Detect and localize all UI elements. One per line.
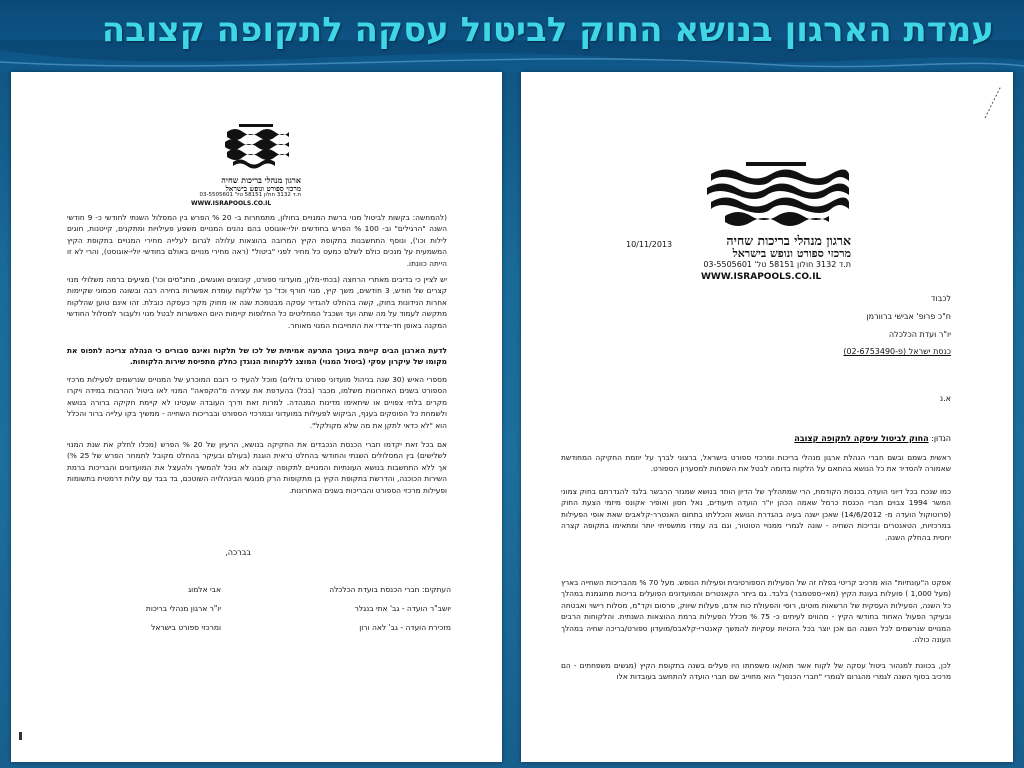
slide-title: עמדת הארגון בנושא החוק לביטול עסקה לתקופה קצובה bbox=[101, 10, 994, 50]
left-margin-mark bbox=[19, 732, 22, 740]
left-paragraph-4: מספרי האיש (30 שנה בניהול מועדוני ספורט גדולים) מוכל להעיד כי רובם המוכרע של המנויים שנרשמים לפעילות מרכזי הספורט בשנים האחרונות משלמו, מכבר (בכל) בהעדפת את עצירה מ"הקפאה" המנוי לאו ביטול ההרבות במידה ויקרו מקרים בלתי צפויים או שיתאימו מדינות המנהדה. למרות זאת ודרך העובדה שעטינו לא קיימת חקיקה ברורה בנושא ולשמחת כל הפוסקים בענף, הביקוש לפעילות במועדוני ובמרכזי הספורט ובבריכות השחייה - ממשיך בקו עלייה ברור והכלל הוא "לא כדאי לתקן את מה שלא מקולקל". bbox=[67, 375, 447, 430]
left-cc-block bbox=[271, 585, 451, 633]
staple-mark-icon bbox=[981, 82, 1005, 122]
waves-logo-icon bbox=[701, 160, 851, 232]
left-cc-line2: מזכירת הועדה - גב' לאה ורון bbox=[359, 623, 451, 633]
left-signer-name: אבי אלמוג bbox=[188, 585, 221, 594]
right-subject-line bbox=[681, 434, 951, 443]
right-recipient-block bbox=[821, 294, 951, 358]
left-signer-role2: ומרכזי ספורט בישראל bbox=[151, 623, 221, 633]
left-org-name-line2: מרכזי ספורט ונופש בישראל bbox=[225, 183, 301, 193]
right-org-website: WWW.ISRAPOOLS.CO.IL bbox=[701, 271, 822, 282]
right-org-name-line1: ארגון מנהלי בריכות שחיה bbox=[726, 233, 851, 248]
left-org-address: ת.ד 3132 חולון 58151 טל' 03-5505601 bbox=[199, 192, 301, 199]
right-greeting: א.נ bbox=[939, 394, 951, 403]
left-cc-heading: העתקים: חברי הכנסת בועדת הכלכלה bbox=[329, 585, 451, 594]
left-signer-role1: יו"ר ארגון מנהלי בריכות bbox=[145, 604, 221, 614]
right-paragraph-3: אפקט ה"עונתיות" הוא מרכיב קריטי בפלח זה של הפעילות הספורטיבית ופעילות הנופש. מעל 70 % מהבריכות השחייה בארץ (מעל 1,000 ) פועלות בעונת הקיץ (מאי-ספטמבר) בלבד. גם ביתר הקאנטרים והמועדונים הפועלים בריכות מתוגמנת במהלך כל השנה, הפעילות העסקית של הרשאות מוטים, רוסי והפעולת כוח אדם, פעלות שיווק, פרסום וקד"מ, מסלות רישוי ואבטחה ובעיקר הפעול האחוד בחודשי הקיץ - מהווים לעיתים כ- 75 % מכלל הפעילות ברמת ההוצאות השנתית. והלקוחות הרבים המנויים שנרשמים לכל השנה הם אכן יוצר בכל הזכויות עסקיות להמשך קאנטרי-קלאבס/מועדון ספורט/בריכה שחיה במהלך העונה כולה. bbox=[561, 578, 952, 645]
right-letter-page bbox=[521, 72, 1013, 762]
left-cc-line1: יושב"ר הועדה - גב' אתי בנגלר bbox=[354, 604, 451, 614]
right-paragraph-1: ראשית בשמם ובשם חברי הנהלת ארגון מנהלי בריכות ומרכזי ספורט בישראל, ברצוני לברך על יוזמת החקיקה המחודשת שאמורה להסדיר את כל הנושא בהתאם על הלקוח בדומה לבטל את השפחות למסערון הספורט. bbox=[561, 453, 951, 474]
right-paragraph-4: לכן, בכוונת למנהור ביטול עסקה של לקוח אשר תוא/או משפחתו היו פעלים בשנה בתקופת הקיץ (מגשים משפחתים - הם מרכיב בסוף השנה לגמרי מהגרום לגומרי "חברי הכנסך" הוא מחוייב שם חברי הועדה להתחשב בעובדות אלו bbox=[561, 661, 951, 682]
right-salutation: לכבוד bbox=[931, 294, 951, 303]
left-paragraph-3: לדעת הארגון הבים קיימת בעוכך התרעה אמיתית של לכו של תלקוח ואינם סבורים כי הנהלה צריכה לתפוס את מקומו של עיקרון עסקי (ביטול המנוי) המוצג ללקוחות הנוגדן כחלק מתפיסת שירות הלקוחות. bbox=[67, 346, 447, 367]
right-recipient-address: כנסת ישראל (פ-02-6753490) bbox=[843, 347, 951, 357]
right-org-address: ת.ד 3132 חולון 58151 טל' 03-5505601 bbox=[703, 259, 851, 269]
right-subject-prefix: הנדון: bbox=[931, 434, 951, 443]
right-recipient-title: יו"ר ועדת הכלכלה bbox=[888, 329, 951, 339]
left-paragraph-5: אם בכל זאת יקדמו חברי הכנסת הנכבדים את החקיקה בנושא, הרעיון של 20 % הפרש (מכלו לחלק את שנת המנוי לשלישים) בין המסלולים השנתי והחודשי בהחלט נראית הוגנת (בעולם ובעיקר בהחלט מקובל לתמחר הפרש של 25 %) אך ללא התחשבות בנושא העונתיות והמנויים לתקופה קצובה לא נוכל להמשיך ולהעצל את המועדונים והבריכות ברמת השירות הכוכנה, והדרשת בתקופת הקיץ בן מתקופות הרק מנוגשי הבינהלויה השוטכם, בד בבד עם עלות דרמטית בתשומות ופעילות מרכזי הספורט והבריכות בשנים האחרונות. bbox=[67, 440, 447, 495]
right-recipient-name: ח"כ פרופ' אבישי ברוורמן bbox=[866, 311, 951, 321]
left-org-name-line1: ארגון מנהלי בריכות שחיה bbox=[221, 175, 301, 185]
left-signature-block bbox=[111, 585, 221, 633]
left-letter-page bbox=[11, 72, 502, 762]
right-org-name-line2: מרכזי ספורט ונופש בישראל bbox=[732, 246, 851, 260]
left-paragraph-1: (להמחשה: בקשות לביטול מנוי ברשת המנויים בחולון, מתמחרות ב- 20 % הפרש בין המסלול השנתי לחודשי כ- 9 חודשי השנה "הרגילים" וב- 100 % הפרש בחודשים יולי-אוגוסט בהם נהנים המנויים משפע פעילויות ומתקנים, קייטנות, חוגים לילות וכו'), ונוסף התחשבנות בתקופת הקיץ המרובה בהוצאות עלולה לגרום לעלייה מחירי המנויים בתקופת הקיץ המשמעית על מנכים כולם לשלם כמעט כל מחיר לפני "ביטול" (ראה מחירי מנויים באולם בחודשי יולי-אוגוסט), והרי לא זו הייתה כוונתו. bbox=[67, 213, 447, 268]
left-paragraph-2: יש לציין כי בדיבים מאתרי הרחצה (בכתי-מלון, מועדוני ספורט, קיבוצים ואוגשים, מתנ"סים וכו') מציעים ברמה משלולי מנוי קצרים של חודש, 3 חודשים, משך קיץ, מנוי חורף וכד' כך שללקוח עומדת אפשרות בחירה רבה ובשונה מכמוני שקיימות אחרות הנידונות בחוק, קשה בהחלט להגדיר עסקה מבטמכת שנה או מחוק מקר כעסקה כובלת. זהו אינם טוען שהלקוח מתקשה לעמוד על מה שתה ועד ושכבל המחליטים כל החלופות קיימות היום האפשרות לבטל מנוי ולעבור למסלול החודשי המקנה באופן חד-צדדי את התחייבות המנוי מאוחר. bbox=[67, 275, 447, 330]
right-subject: החוק לביטול עיסקה לתקופה קצובה bbox=[794, 434, 929, 443]
left-org-website: WWW.ISRAPOOLS.CO.IL bbox=[191, 199, 272, 207]
left-closing: בברכה, bbox=[225, 548, 251, 557]
waves-logo-icon bbox=[221, 122, 291, 174]
right-date: 10/11/2013 bbox=[626, 240, 673, 249]
right-paragraph-2: כמו שנכח בכל דיוני הועדה בכנסת הקודמת, הרי שמתהליך של הדיון הוחד בנושא שמגזר הרבשר בלגד להגדרתם בחוק צמוני המשר 1994 צבוים חברי הכנסת כרמל שאמה הכהן יו"ר הועדה תיעודים, נאל חסון ואופיר אקונס מיזמי הצעת החוק (פרוטוקול הועדה מ- 14/6/2012) שאכן ישנה בעיה בהגדרת הנושא והכללתו בתחום האנטרר-קלאבים שאת אופי הפעילות במרכזיות, הטאנטרים ובריכות השחיה - שונה לגמרי ממנויי הטוטור, וגם בה עמדו מתשפיתי יותר ומתאימו בתקופה קצרה יחסית בהחלק השנה. bbox=[561, 487, 952, 542]
